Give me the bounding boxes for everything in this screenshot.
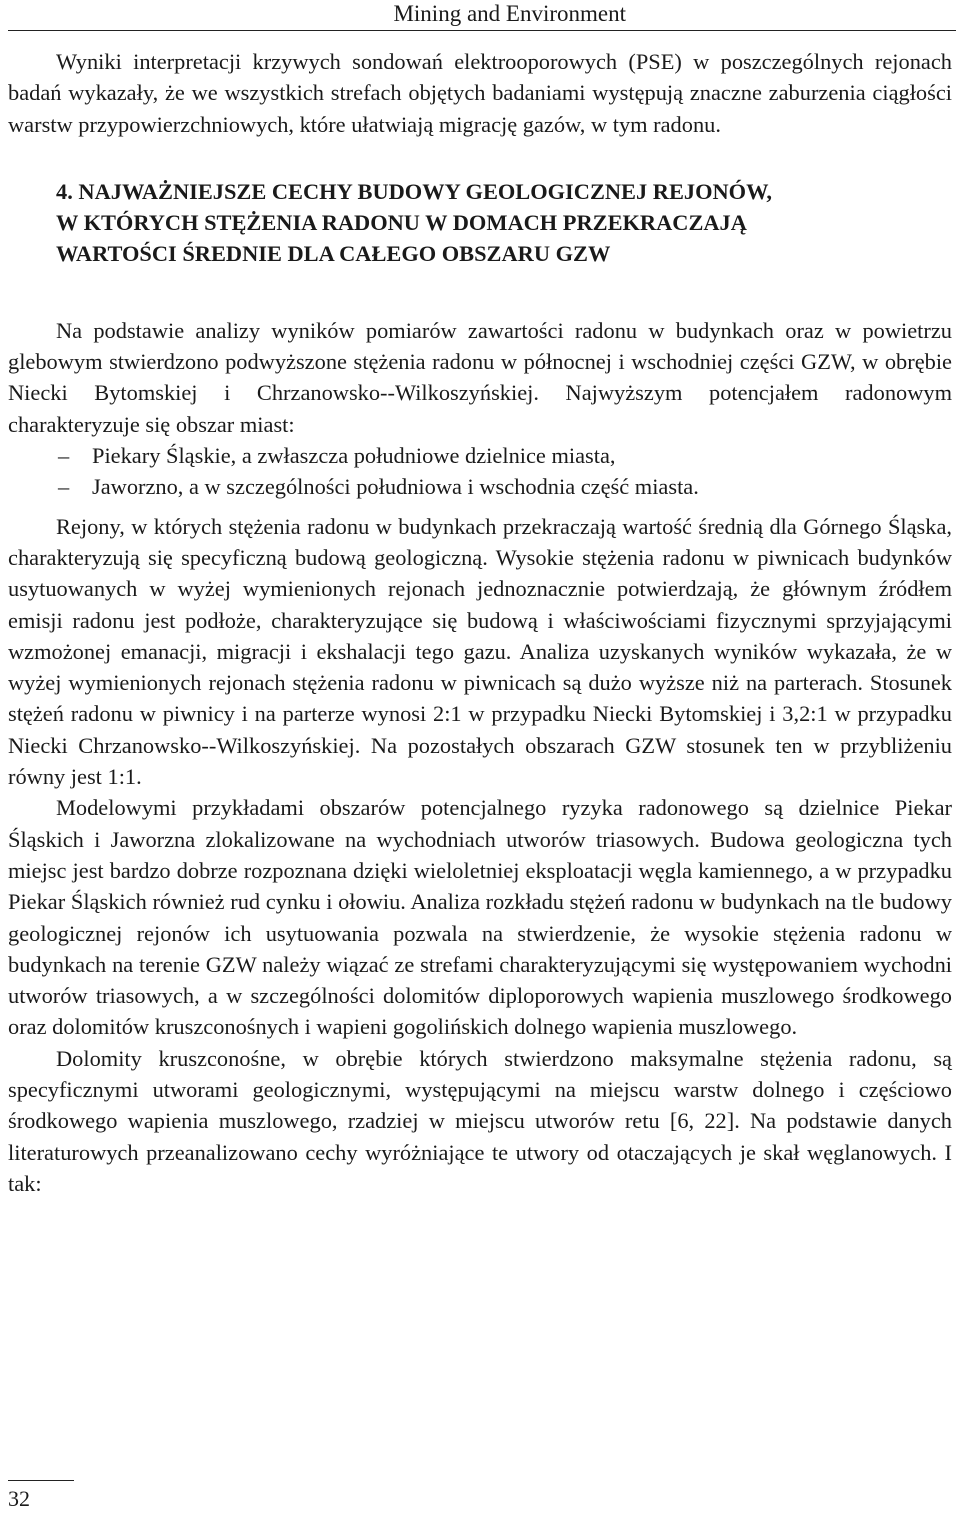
section-heading-line-3: WARTOŚCI ŚREDNIE DLA CAŁEGO OBSZARU GZW xyxy=(56,240,611,266)
section-heading-text-1: NAJWAŻNIEJSZE CECHY BUDOWY GEOLOGICZNEJ REJONÓW, xyxy=(78,178,773,204)
page-content xyxy=(8,46,952,1199)
list-item xyxy=(8,471,952,502)
body-paragraph-2: Rejony, w których stężenia radonu w budynkach przekraczają wartość średnią dla Górnego Śląska, charakteryzują się specyficzną budową geologiczną. Wysokie stężenia radonu w piwnicach budynków usytuowanych w wyżej wymienionych rejonach jednoznacznie potwierdzają, że głównym źródłem emisji radonu jest podłoże, charakteryzujące się budową i właściwościami fizycznymi sprzyjającymi wzmożonej emanacji, migracji i ekshalacji tego gazu. Analiza uzyskanych wyników wykazała, że w wyżej wymienionych rejonach stężenia radonu w piwnicach są dużo wyższe niż na parterach. Stosunek stężeń radonu w piwnicy i na parterze wynosi 2:1 w przypadku Niecki Bytomskiej i 3,2:1 w przypadku Niecki Chrzanowsko--Wilkoszyńskiej. Na pozostałych obszarach GZW stosunek ten w przybliżeniu równy jest 1:1. xyxy=(8,513,952,790)
body-paragraph-4: Dolomity kruszconośne, w obrębie których stwierdzono maksymalne stężenia radonu, są specyficznymi utworami geologicznymi, występującymi na miejscu warstw dolnego i częściowo środkowego wapienia muszlowego, rzadziej w miejscu utworów retu [6, 22]. Na podstawie danych literaturowych przeanalizowano cechy wyróżniające te utwory od otaczających je skał węglanowych. I tak: xyxy=(8,1045,952,1196)
page-number: 32 xyxy=(8,1486,30,1511)
list-item-text: Jaworzno, a w szczególności południowa i wschodnia część miasta. xyxy=(92,474,699,500)
intro-paragraph: Wyniki interpretacji krzywych sondowań elektrooporowych (PSE) w poszczególnych rejonach badań wykazały, że we wszystkich strefach objętych badaniami występują znaczne zaburzenia ciągłości warstw przypowierzchniowych, które ułatwiają migrację gazów, w tym radonu. xyxy=(8,49,952,137)
list-item xyxy=(8,440,952,471)
body-paragraph-1: Na podstawie analizy wyników pomiarów zawartości radonu w budynkach oraz w powietrzu glebowym stwierdzono podwyższone stężenia radonu w północnej i wschodniej części GZW, w obrębie Niecki Bytomskiej i Chrzanowsko--Wilkoszyńskiej. Najwyższym potencjałem radonowym charakteryzuje się obszar miast: xyxy=(8,317,952,437)
footer-rule xyxy=(8,1480,74,1481)
city-list xyxy=(8,440,952,503)
page-footer xyxy=(8,1480,78,1513)
list-dash: – xyxy=(58,474,70,500)
list-dash: – xyxy=(58,443,70,469)
section-heading xyxy=(8,176,952,269)
list-item-text: Piekary Śląskie, a zwłaszcza południowe dzielnice miasta, xyxy=(92,443,616,469)
heading-spacer xyxy=(8,269,952,315)
body-paragraph-3: Modelowymi przykładami obszarów potencjalnego ryzyka radonowego są dzielnice Piekar Śląskich i Jaworzna zlokalizowane na wychodniach utworów triasowych. Budowa geologiczna tych miejsc jest bardzo dobrze rozpoznana dzięki wieloletniej eksploatacji węgla kamiennego, a w przypadku Piekar Śląskich również rud cynku i ołowiu. Analiza rozkładu stężeń radonu w budynkach na tle budowy geologicznej rejonów ich usytuowania pozwala na stwierdzenie, że wysokie stężenia radonu w budynkach na terenie GZW należy wiązać ze strefami charakteryzującymi się występowaniem wychodni utworów triasowych, a w szczególności dolomitów diploporowych wapienia muszlowego środkowego oraz dolomitów kruszconośnych i wapieni gogolińskich dolnego wapienia muszlowego. xyxy=(8,795,952,1040)
section-heading-line-2: W KTÓRYCH STĘŻENIA RADONU W DOMACH PRZEKRACZAJĄ xyxy=(56,209,747,235)
running-header-title: Mining and Environment xyxy=(393,1,626,26)
section-heading-line-1 xyxy=(8,176,952,207)
section-number: 4. xyxy=(56,178,73,204)
header-rule xyxy=(8,30,956,31)
